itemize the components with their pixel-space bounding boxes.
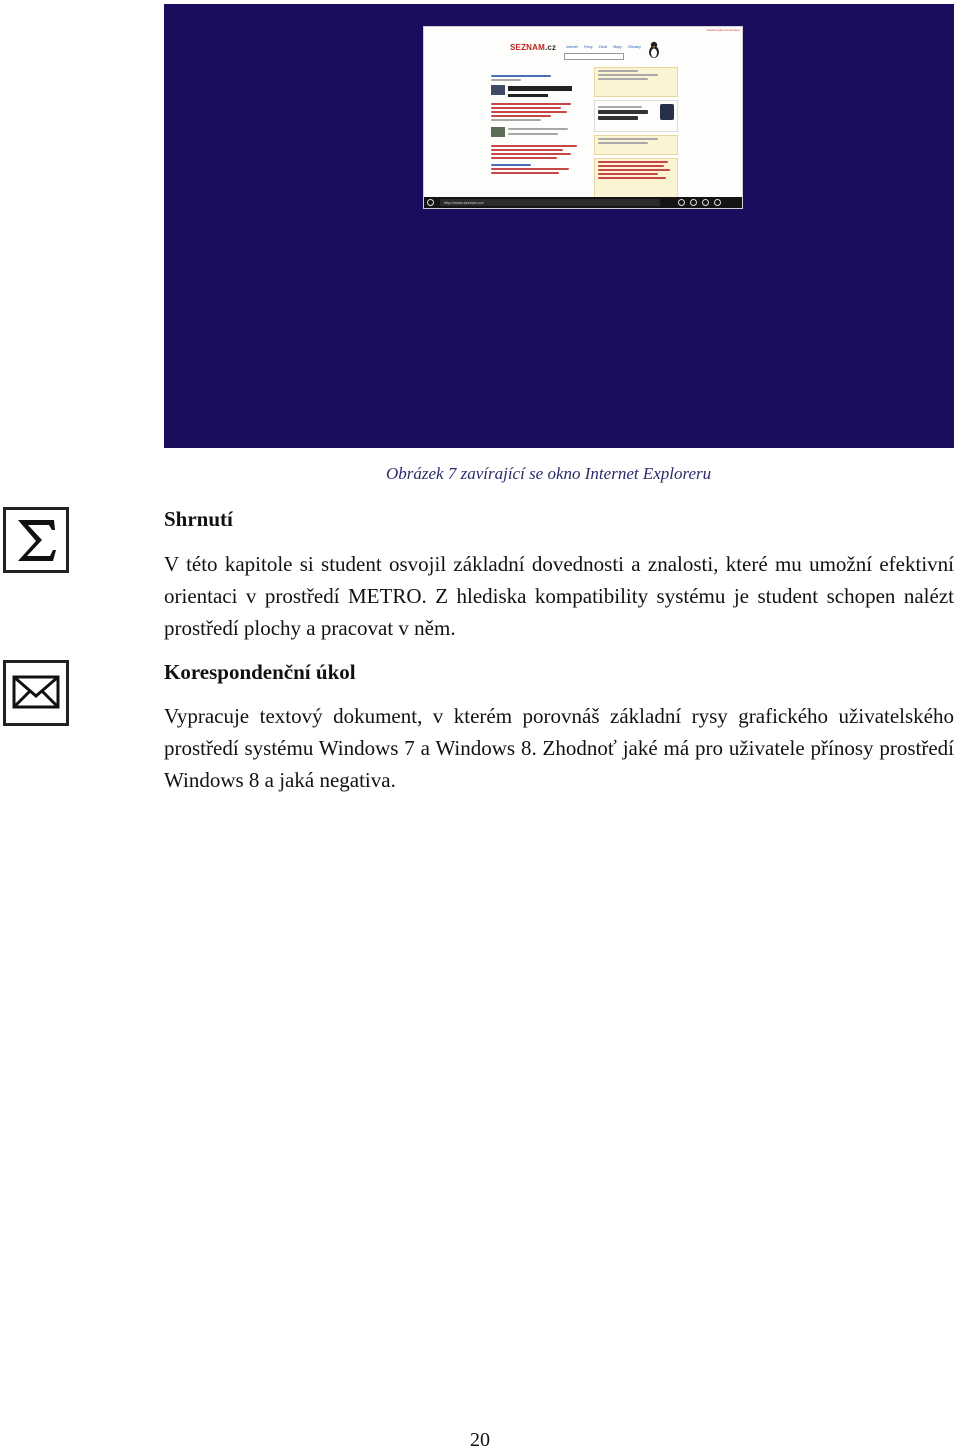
forward-icon[interactable] <box>714 199 721 206</box>
sidebar-column <box>594 67 678 200</box>
back-icon[interactable] <box>427 199 434 206</box>
news-column <box>488 73 588 176</box>
nav-item[interactable]: Obrázky <box>627 45 641 49</box>
ie-window-thumbnail <box>423 26 743 209</box>
ad-banner[interactable] <box>594 100 678 132</box>
headline-block[interactable] <box>488 83 588 101</box>
summary-heading: Shrnutí <box>164 507 233 531</box>
refresh-icon[interactable] <box>678 199 685 206</box>
login-box <box>594 67 678 97</box>
news-thumbnail <box>491 127 505 137</box>
news-thumbnail <box>491 85 505 95</box>
penguin-mascot-icon <box>648 41 660 59</box>
figure-screenshot <box>164 4 954 448</box>
tools-icon[interactable] <box>702 199 709 206</box>
envelope-icon <box>3 660 69 726</box>
top-nav <box>566 45 646 49</box>
page-number: 20 <box>470 1429 490 1451</box>
nav-item[interactable]: Zboží <box>598 45 608 49</box>
phone-image <box>660 104 674 120</box>
task-paragraph: Vypracuje textový dokument, v kterém porovnáš základní rysy grafického uživatelského prostředí systému Windows 7 a Windows 8. Zhodnoť jaké má pro uživatele přínosy prostředí Windows 8 a jaká negativa. <box>164 704 954 792</box>
nav-item[interactable]: Mapy <box>613 45 622 49</box>
figure-caption: Obrázek 7 zavírající se okno Internet Exploreru <box>386 464 712 483</box>
weather-box <box>594 135 678 155</box>
sigma-icon <box>3 507 69 573</box>
ie-address-bar <box>424 197 742 208</box>
headline-block[interactable] <box>488 125 588 143</box>
summary-paragraph: V této kapitole si student osvojil základní dovednosti a znalosti, které mu umožní efektivní orientaci v prostředí METRO. Z hlediska kompatibility systému je student schopen nalézt prostředí plochy a pracovat v něm. <box>164 552 954 640</box>
pin-icon[interactable] <box>690 199 697 206</box>
search-input[interactable] <box>564 53 624 60</box>
nav-item[interactable]: Firmy <box>583 45 593 49</box>
tv-program-box <box>594 158 678 200</box>
seznam-logo: SEZNAM.cz <box>510 43 557 52</box>
address-field[interactable]: http://www.seznam.cz/ <box>440 199 660 206</box>
nav-item[interactable]: Internet <box>566 45 578 49</box>
homepage-link[interactable]: Nastavit jako domovskou <box>706 28 740 32</box>
task-heading: Korespondenční úkol <box>164 660 356 684</box>
section-header-bar <box>491 75 551 77</box>
